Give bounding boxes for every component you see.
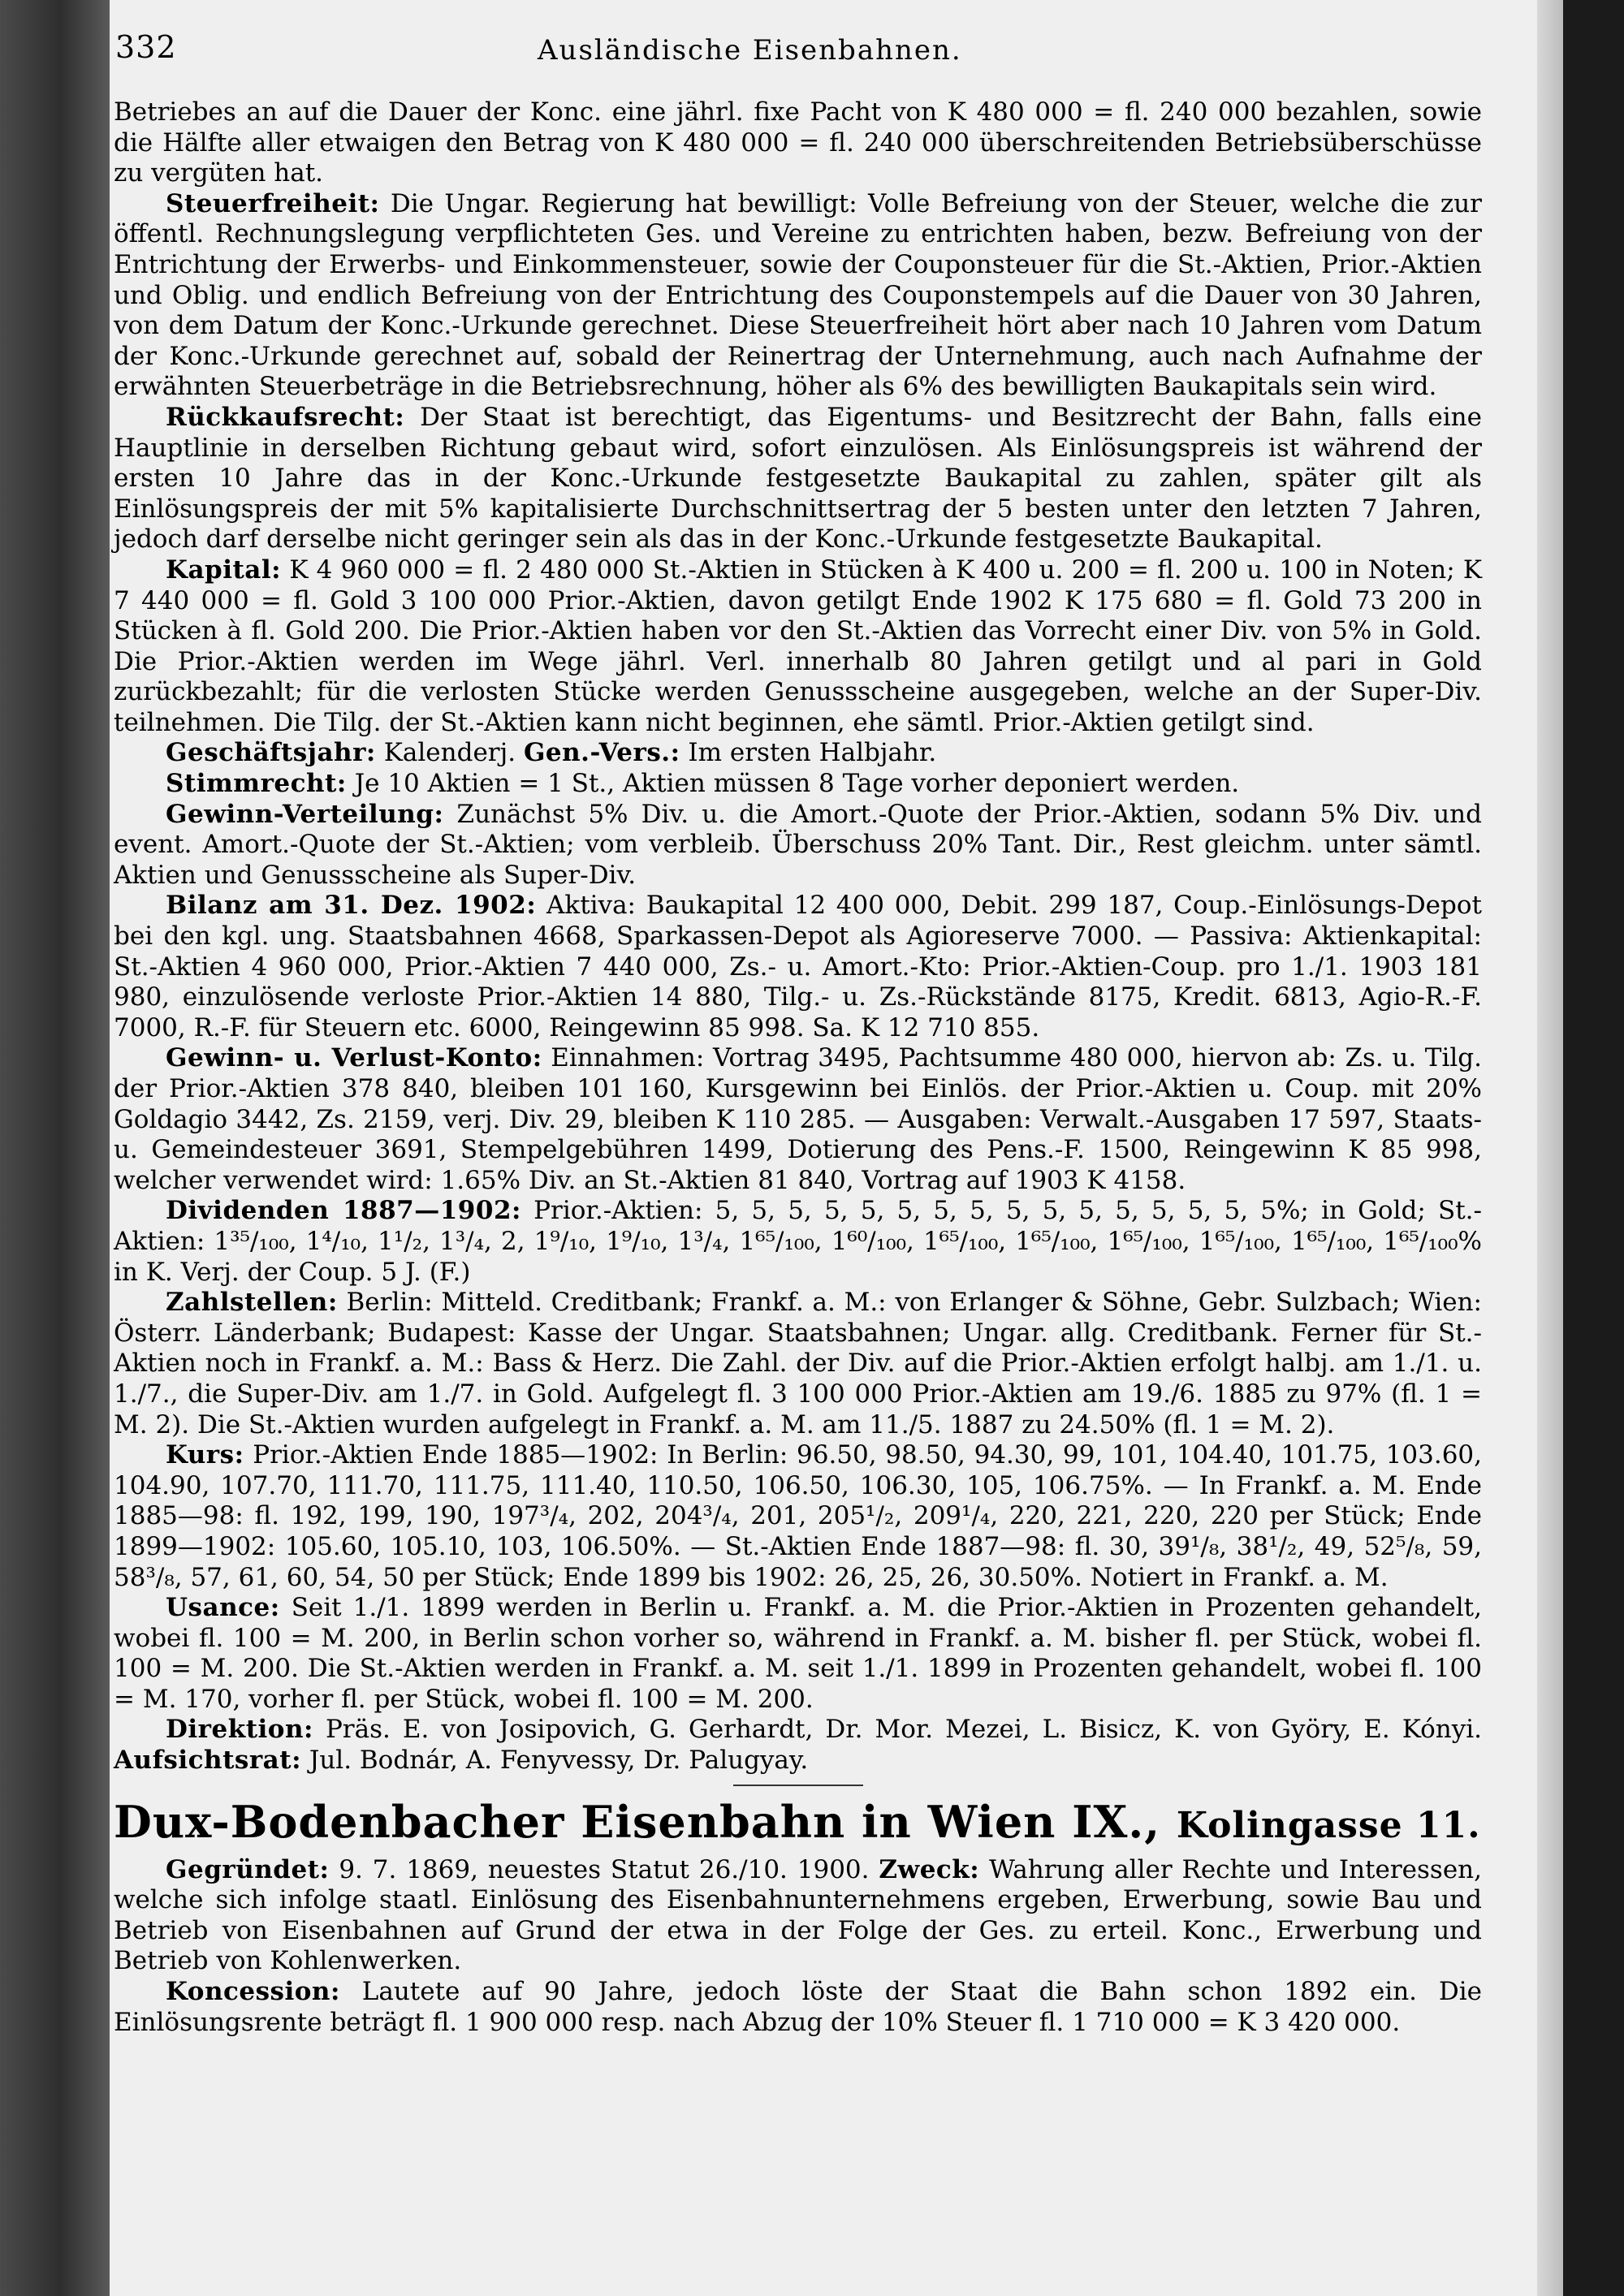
paragraph-bilanz bbox=[114, 891, 1482, 1043]
paragraph-text: Einnahmen: Vortrag 3495, Pachtsumme 480 000, hiervon ab: Zs. u. Tilg. der Prior.-Aktien 378 840, bleiben 101 160, Kursgewinn bei Einlös. der Prior.-Aktien u. Coup. mit 20% Goldagio 3442, Zs. 2159, verj. Div. 29, bleiben K 110 285. — Ausgaben: Verwalt.-Ausgaben 17 597, Staats- u. Gemeindesteuer 3691, Stempelgebühren 1499, Dotierung des Pens.-F. 1500, Reingewinn K 85 998, welcher verwendet wird: 1.65% Div. an St.-Aktien 81 840, Vortrag auf 1903 K 4158. bbox=[114, 1043, 1482, 1195]
section-label: Geschäftsjahr: bbox=[166, 738, 376, 768]
section-label: Dividenden 1887—1902: bbox=[166, 1196, 521, 1226]
paragraph-zahlstellen bbox=[114, 1288, 1482, 1440]
paragraph-gewinn-verteilung bbox=[114, 800, 1482, 891]
paragraph-koncession bbox=[114, 1977, 1482, 2038]
paragraph-text: Lautete auf 90 Jahre, jedoch löste der Staat die Bahn schon 1892 ein. Die Einlösungsrente beträgt fl. 1 900 000 resp. nach Abzug der 10% Steuer fl. 1 710 000 = K 3 420 000. bbox=[114, 1977, 1482, 2037]
paragraph-pacht bbox=[114, 97, 1482, 189]
paragraph-usance bbox=[114, 1593, 1482, 1715]
paragraph-text: Im ersten Halbjahr. bbox=[688, 738, 937, 768]
paragraph-gegruendet bbox=[114, 1855, 1482, 1977]
paragraph-text: 9. 7. 1869, neuestes Statut 26./10. 1900. bbox=[339, 1854, 870, 1884]
paragraph-text: Prior.-Aktien Ende 1885—1902: In Berlin: 96.50, 98.50, 94.30, 99, 101, 104.40, 101.75, 103.60, 104.90, 107.70, 111.70, 111.75, 111.40, 110.50, 106.50, 106.30, 105, 106.75%. — In Frankf. a. M. Ende 1885—98: fl. 192, 199, 190, 197³/₄, 202, 204³/₄, 201, 205¹/₂, 209¹/₄, 220, 221, 220, 220 per Stück; Ende 1899—1902: 105.60, 105.10, 103, 106.50%. — St.-Aktien Ende 1887—98: fl. 30, 39¹/₈, 38¹/₂, 49, 52⁵/₈, 59, 58³/₈, 57, 61, 60, 54, 50 per Stück; Ende 1899 bis 1902: 26, 25, 26, 30.50%. Notiert in Frankf. a. M. bbox=[114, 1440, 1482, 1592]
section-label: Kurs: bbox=[166, 1440, 244, 1470]
section-label: Direktion: bbox=[166, 1715, 313, 1745]
section-label: Gegründet: bbox=[166, 1854, 330, 1884]
section-label: Gewinn- u. Verlust-Konto: bbox=[166, 1043, 542, 1073]
scan-dark-edge bbox=[1563, 0, 1624, 2296]
section-label: Gewinn-Verteilung: bbox=[166, 799, 444, 829]
paragraph-text: Kalenderj. bbox=[383, 738, 516, 768]
section-label: Gen.-Vers.: bbox=[523, 738, 680, 768]
paragraph-kapital bbox=[114, 555, 1482, 739]
section-label: Stimmrecht: bbox=[166, 769, 347, 799]
paragraph-text: Je 10 Aktien = 1 St., Aktien müssen 8 Tage vorher deponiert werden. bbox=[354, 769, 1240, 799]
paragraph-text: Berlin: Mitteld. Creditbank; Frankf. a. M.: von Erlanger & Söhne, Gebr. Sulzbach; Wien: Österr. Länderbank; Budapest: Kasse der Ungar. Staatsbahnen; Ungar. allg. Creditbank. Ferner für St.-Aktien noch in Frankf. a. M.: Bass & Herz. Die Zahl. der Div. auf die Prior.-Aktien erfolgt halbj. am 1./1. u. 1./7., die Super-Div. am 1./7. in Gold. Aufgelegt fl. 3 100 000 Prior.-Aktien am 19./6. 1885 zu 97% (fl. 1 = M. 2). Die St.-Aktien wurden aufgelegt in Frankf. a. M. am 11./5. 1887 zu 24.50% (fl. 1 = M. 2). bbox=[114, 1288, 1482, 1439]
section-label: Kapital: bbox=[166, 555, 282, 585]
paragraph-direktion bbox=[114, 1715, 1482, 1776]
paragraph-dividenden bbox=[114, 1196, 1482, 1288]
page-body bbox=[114, 97, 1482, 2038]
paragraph-text: Aktiva: Baukapital 12 400 000, Debit. 299 187, Coup.-Einlösungs-Depot bei den kgl. ung. Staatsbahnen 4668, Sparkassen-Depot als Agioreserve 7000. — Passiva: Aktienkapital: St.-Aktien 4 960 000, Prior.-Aktien 7 440 000, Zs.- u. Amort.-Kto: Prior.-Aktien-Coup. pro 1./1. 1903 181 980, einzulösende verloste Prior.-Aktien 14 880, Tilg.- u. Zs.-Rückstände 8175, Kredit. 6813, Agio-R.-F. 7000, R.-F. für Steuern etc. 6000, Reingewinn 85 998. Sa. K 12 710 855. bbox=[114, 891, 1482, 1042]
paragraph-text: Wahrung aller Rechte und Interessen, welche sich infolge staatl. Einlösung des Eisenbahnunternehmens ergeben, Erwerbung, sowie Bau und Betrieb von Eisenbahnen auf Grund der etwa in der Folge der Ges. zu erteil. Konc., Erwerbung und Betrieb von Kohlenwerken. bbox=[114, 1854, 1483, 1976]
section-label: Zweck: bbox=[879, 1854, 980, 1884]
paragraph-text: Zunächst 5% Div. u. die Amort.-Quote der Prior.-Aktien, sodann 5% Div. und event. Amort.-Quote der St.-Aktien; vom verbleib. Überschuss 20% Tant. Dir., Rest gleichm. unter sämtl. Aktien und Genussscheine als Super-Div. bbox=[114, 799, 1482, 890]
paragraph-stimmrecht bbox=[114, 769, 1482, 800]
section-label: Zahlstellen: bbox=[166, 1288, 338, 1318]
paragraph-text: Betriebes an auf die Dauer der Konc. eine jährl. fixe Pacht von K 480 000 = fl. 240 000 bezahlen, sowie die Hälfte aller etwaigen den Betrag von K 480 000 = fl. 240 000 überschreitenden Betriebsüberschüsse zu vergüten hat. bbox=[114, 97, 1482, 188]
company-name: Dux-Bodenbacher Eisenbahn in Wien IX., bbox=[114, 1795, 1160, 1848]
section-label: Aufsichtsrat: bbox=[114, 1746, 302, 1776]
paragraph-kurs bbox=[114, 1440, 1482, 1593]
section-label: Steuerfreiheit: bbox=[166, 188, 380, 218]
paragraph-text: Der Staat ist berechtigt, das Eigentums- und Besitzrecht der Bahn, falls eine Hauptlinie in derselben Richtung gebaut wird, sofort einzulösen. Als Einlösungspreis ist während der ersten 10 Jahre das in der Konc.-Urkunde festgesetzte Baukapital zu zahlen, später gilt als Einlösungspreis der mit 5% kapitalisierte Durchschnittsertrag der 5 besten unter den letzten 7 Jahren, jedoch darf derselbe nicht geringer sein als das in der Konc.-Urkunde festgesetzte Baukapital. bbox=[114, 402, 1482, 555]
paragraph-text: Prior.-Aktien: 5, 5, 5, 5, 5, 5, 5, 5, 5, 5, 5, 5, 5, 5, 5, 5%; in Gold; St.-Aktien: 1³⁵/₁₀₀, 1⁴/₁₀, 1¹/₂, 1³/₄, 2, 1⁹/₁₀, 1⁹/₁₀, 1³/₄, 1⁶⁵/₁₀₀, 1⁶⁰/₁₀₀, 1⁶⁵/₁₀₀, 1⁶⁵/₁₀₀, 1⁶⁵/₁₀₀, 1⁶⁵/₁₀₀, 1⁶⁵/₁₀₀, 1⁶⁵/₁₀₀% in K. Verj. der Coup. 5 J. (F.) bbox=[114, 1196, 1482, 1287]
company-title bbox=[114, 1793, 1482, 1855]
page-header bbox=[115, 29, 1488, 75]
paragraph-text: Seit 1./1. 1899 werden in Berlin u. Frankf. a. M. die Prior.-Aktien in Prozenten gehandelt, wobei fl. 100 = M. 200, in Berlin schon vorher so, während in Frankf. a. M. bisher fl. per Stück, wobei fl. 100 = M. 200. Die St.-Aktien werden in Frankf. a. M. seit 1./1. 1899 in Prozenten gehandelt, wobei fl. 100 = M. 170, vorher fl. per Stück, wobei fl. 100 = M. 200. bbox=[114, 1593, 1482, 1714]
next-page-edge bbox=[1537, 0, 1563, 2296]
section-label: Koncession: bbox=[166, 1977, 340, 2007]
paragraph-text: Jul. Bodnár, A. Fenyvessy, Dr. Palugyay. bbox=[309, 1746, 809, 1776]
section-label: Usance: bbox=[166, 1593, 280, 1623]
section-label: Rückkaufsrecht: bbox=[166, 402, 405, 432]
paragraph-gewinn-verlust bbox=[114, 1043, 1482, 1196]
section-label: Bilanz am 31. Dez. 1902: bbox=[166, 891, 537, 921]
running-head: Ausländische Eisenbahnen. bbox=[538, 34, 962, 67]
paragraph-text: K 4 960 000 = fl. 2 480 000 St.-Aktien in Stücken à K 400 u. 200 = fl. 200 u. 100 in Noten; K 7 440 000 = fl. Gold 3 100 000 Prior.-Aktien, davon getilgt Ende 1902 K 175 680 = fl. Gold 73 200 in Stücken à fl. Gold 200. Die Prior.-Aktien haben vor den St.-Aktien das Vorrecht einer Div. von 5% in Gold. Die Prior.-Aktien werden im Wege jährl. Verl. innerhalb 80 Jahren getilgt und al pari in Gold zurückbezahlt; für die verlosten Stücke werden Genussscheine ausgegeben, welche an der Super-Div. teilnehmen. Die Tilg. der St.-Aktien kann nicht beginnen, ehe sämtl. Prior.-Aktien getilgt sind. bbox=[114, 555, 1483, 737]
page-number: 332 bbox=[115, 29, 177, 65]
paragraph-text: Die Ungar. Regierung hat bewilligt: Volle Befreiung von der Steuer, welche die zur öffentl. Rechnungslegung verpflichteten Ges. und Vereine zu entrichten haben, bezw. Befreiung von der Entrichtung der Erwerbs- und Einkommensteuer, sowie der Couponsteuer für die St.-Aktien, Prior.-Aktien und Oblig. und endlich Befreiung von der Entrichtung des Couponstempels auf die Dauer von 30 Jahren, von dem Datum der Konc.-Urkunde gerechnet. Diese Steuerfreiheit hört aber nach 10 Jahren vom Datum der Konc.-Urkunde gerechnet auf, sobald der Reinertrag der Unternehmung, auch nach Aufnahme der erwähnten Steuerbeträge in die Betriebsrechnung, höher als 6% des bewilligten Baukapitals sein wird. bbox=[114, 188, 1482, 402]
paragraph-text: Präs. E. von Josipovich, G. Gerhardt, Dr. Mor. Mezei, L. Bisicz, K. von Györy, E. Kónyi. bbox=[325, 1715, 1482, 1745]
paragraph-steuerfreiheit bbox=[114, 189, 1482, 403]
book-binding-shadow bbox=[0, 0, 110, 2296]
company-address: Kolingasse 11. bbox=[1176, 1804, 1481, 1846]
paragraph-geschaeftsjahr bbox=[114, 738, 1482, 769]
section-divider bbox=[733, 1785, 863, 1786]
paragraph-rueckkaufsrecht bbox=[114, 403, 1482, 555]
